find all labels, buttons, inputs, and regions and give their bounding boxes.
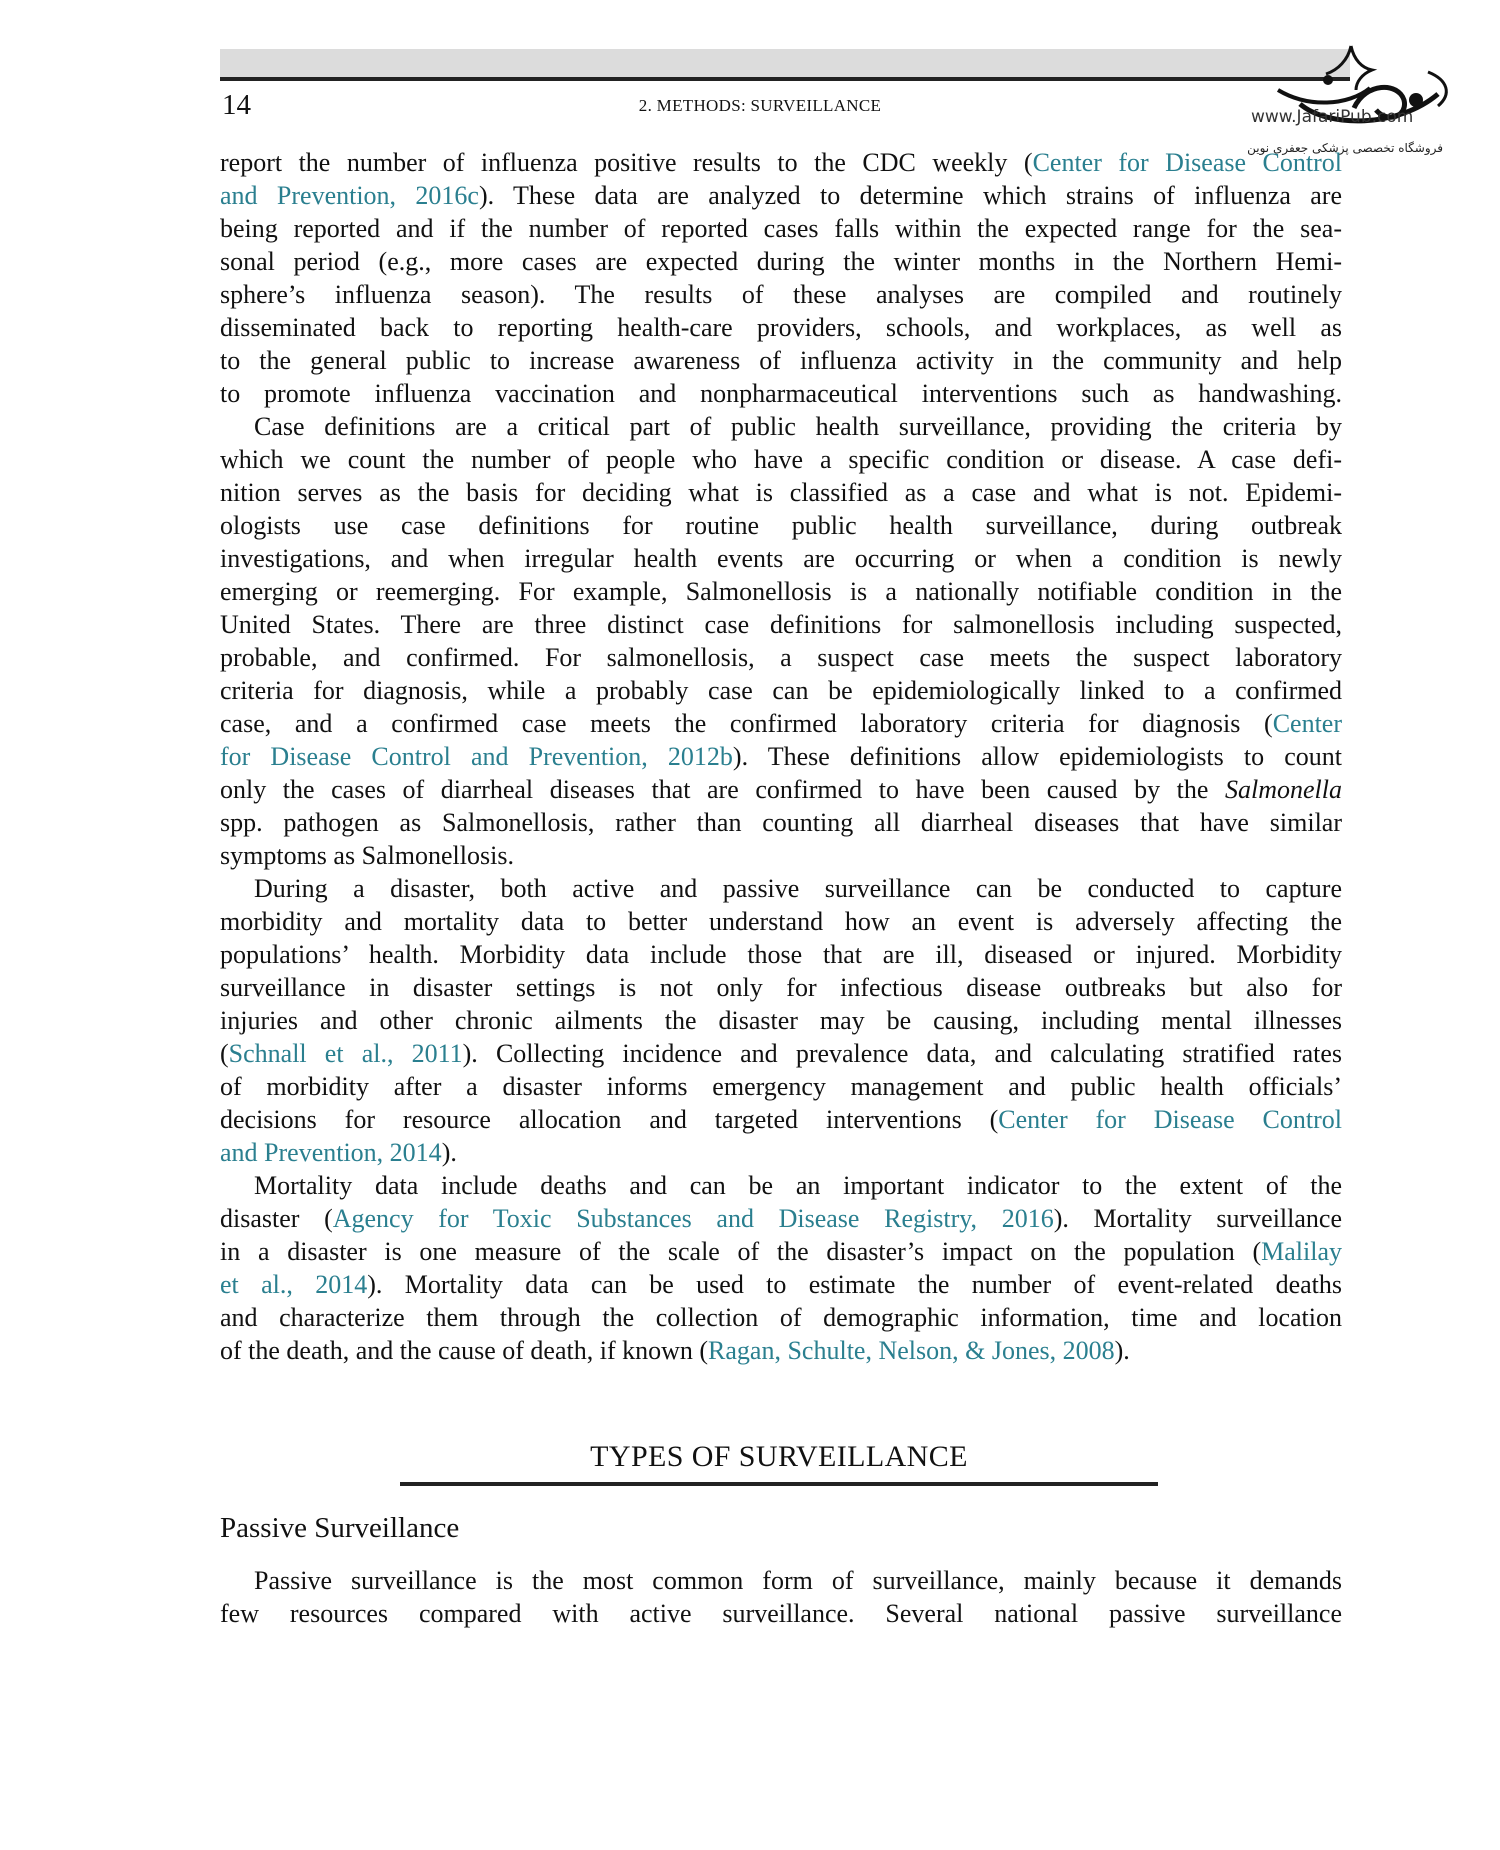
text-line: [220, 179, 1342, 212]
text-line: [220, 146, 1342, 179]
text-line: [220, 674, 1342, 707]
text-span: and characterize them through the collection of demographic information, time and location: [220, 1303, 1342, 1332]
text-line: [220, 1169, 1342, 1202]
text-line: [220, 872, 1342, 905]
text-line: [220, 839, 1342, 872]
text-line: [220, 1268, 1342, 1301]
text-line: [220, 443, 1342, 476]
text-line: [220, 938, 1342, 971]
text-line: [220, 212, 1342, 245]
citation-link[interactable]: Ragan, Schulte, Nelson, & Jones, 2008: [708, 1336, 1115, 1365]
text-span: sonal period (e.g., more cases are expected during the winter months in the Northern Hemi-: [220, 247, 1342, 276]
text-span: ).: [1114, 1336, 1130, 1365]
watermark-persian-text: فروشگاه تخصصی پزشکی جعفری نوین: [1247, 141, 1443, 155]
header-bar: [220, 49, 1350, 77]
text-line: [220, 1103, 1342, 1136]
running-head: 2. METHODS: SURVEILLANCE: [638, 96, 882, 115]
text-line: [220, 707, 1342, 740]
italic-text: Salmonella: [1225, 775, 1342, 804]
section-body-text: [220, 1564, 1342, 1630]
text-line: [220, 377, 1342, 410]
text-line: [220, 1037, 1342, 1070]
watermark-url: www.JafariPub.com: [1251, 107, 1414, 127]
text-span: symptoms as Salmonellosis.: [220, 841, 514, 870]
text-line: [220, 1136, 1342, 1169]
text-line: [220, 575, 1342, 608]
text-span: probable, and confirmed. For salmonellosis, a suspect case meets the suspect laboratory: [220, 643, 1342, 672]
text-span: ). Mortality data can be used to estimate the number of event-related deaths: [367, 1270, 1342, 1299]
text-line: [220, 278, 1342, 311]
citation-link[interactable]: Agency for Toxic Substances and Disease Registry, 2016: [332, 1204, 1054, 1233]
text-span: of the death, and the cause of death, if known (: [220, 1336, 709, 1365]
text-span: few resources compared with active surveillance. Several national passive surveillance: [220, 1599, 1342, 1628]
text-span: disseminated back to reporting health-care providers, schools, and workplaces, as well as: [220, 313, 1342, 342]
citation-link[interactable]: and Prevention, 2014: [220, 1138, 442, 1167]
citation-link[interactable]: Center for Disease Control: [1032, 148, 1342, 177]
citation-link[interactable]: et al., 2014: [220, 1270, 368, 1299]
text-line: [220, 1597, 1342, 1630]
text-line: [220, 1070, 1342, 1103]
text-span: During a disaster, both active and passive surveillance can be conducted to capture: [254, 874, 1342, 903]
text-line: [220, 1004, 1342, 1037]
text-line: [220, 1334, 1342, 1367]
text-span: to the general public to increase awareness of influenza activity in the community and help: [220, 346, 1342, 375]
text-span: of morbidity after a disaster informs emergency management and public health officials’: [220, 1072, 1342, 1101]
text-span: only the cases of diarrheal diseases that are confirmed to have been caused by the: [220, 775, 1225, 804]
text-span: ). Mortality surveillance: [1053, 1204, 1342, 1233]
text-span: populations’ health. Morbidity data include those that are ill, diseased or injured. Morbidity: [220, 940, 1342, 969]
text-line: [220, 476, 1342, 509]
text-span: (: [220, 1039, 229, 1068]
text-line: [220, 641, 1342, 674]
text-span: disaster (: [220, 1204, 333, 1233]
text-span: ologists use case definitions for routine public health surveillance, during outbreak: [220, 511, 1342, 540]
text-span: emerging or reemerging. For example, Salmonellosis is a nationally notifiable condition in the: [220, 577, 1342, 606]
text-span: ).: [441, 1138, 457, 1167]
header-rule: [220, 77, 1350, 81]
text-span: decisions for resource allocation and targeted interventions (: [220, 1105, 999, 1134]
text-span: investigations, and when irregular health events are occurring or when a condition is newly: [220, 544, 1342, 573]
text-line: [220, 806, 1342, 839]
text-span: report the number of influenza positive results to the CDC weekly (: [220, 148, 1033, 177]
text-span: Mortality data include deaths and can be an important indicator to the extent of the: [254, 1171, 1342, 1200]
page-number: 14: [222, 89, 251, 121]
citation-link[interactable]: for Disease Control and Prevention, 2012b: [220, 742, 733, 771]
text-span: in a disaster is one measure of the scale of the disaster’s impact on the population (: [220, 1237, 1262, 1266]
text-span: United States. There are three distinct case definitions for salmonellosis including suspected,: [220, 610, 1342, 639]
text-line: [220, 608, 1342, 641]
citation-link[interactable]: Malilay: [1261, 1237, 1342, 1266]
text-span: being reported and if the number of reported cases falls within the expected range for the sea-: [220, 214, 1342, 243]
citation-link[interactable]: and Prevention, 2016c: [220, 181, 479, 210]
text-span: nition serves as the basis for deciding what is classified as a case and what is not. Epidemi-: [220, 478, 1342, 507]
citation-link[interactable]: Center: [1272, 709, 1342, 738]
text-line: [220, 1564, 1342, 1597]
text-span: ). These data are analyzed to determine which strains of influenza are: [478, 181, 1342, 210]
text-span: sphere’s influenza season). The results of these analyses are compiled and routinely: [220, 280, 1342, 309]
text-line: [220, 1235, 1342, 1268]
text-line: [220, 245, 1342, 278]
text-span: Case definitions are a critical part of public health surveillance, providing the criteria by: [254, 412, 1342, 441]
text-span: morbidity and mortality data to better understand how an event is adversely affecting the: [220, 907, 1342, 936]
text-line: [220, 1202, 1342, 1235]
text-span: ). Collecting incidence and prevalence data, and calculating stratified rates: [462, 1039, 1342, 1068]
subsection-heading: Passive Surveillance: [220, 1512, 460, 1544]
text-line: [220, 542, 1342, 575]
section-rule: [400, 1482, 1158, 1486]
text-line: [220, 410, 1342, 443]
text-span: case, and a confirmed case meets the confirmed laboratory criteria for diagnosis (: [220, 709, 1273, 738]
text-span: to promote influenza vaccination and nonpharmaceutical interventions such as handwashing.: [220, 379, 1342, 408]
text-line: [220, 740, 1342, 773]
section-heading: TYPES OF SURVEILLANCE: [590, 1440, 968, 1473]
text-span: injuries and other chronic ailments the disaster may be causing, including mental illnesses: [220, 1006, 1342, 1035]
body-text: [220, 146, 1342, 1367]
text-span: Passive surveillance is the most common form of surveillance, mainly because it demands: [254, 1566, 1342, 1595]
text-span: spp. pathogen as Salmonellosis, rather than counting all diarrheal diseases that have similar: [220, 808, 1342, 837]
text-span: surveillance in disaster settings is not only for infectious disease outbreaks but also for: [220, 973, 1342, 1002]
text-line: [220, 344, 1342, 377]
text-span: criteria for diagnosis, while a probably case can be epidemiologically linked to a confirmed: [220, 676, 1342, 705]
text-span: ). These definitions allow epidemiologists to count: [732, 742, 1343, 771]
text-line: [220, 509, 1342, 542]
text-span: which we count the number of people who have a specific condition or disease. A case defi-: [220, 445, 1342, 474]
citation-link[interactable]: Center for Disease Control: [998, 1105, 1342, 1134]
citation-link[interactable]: Schnall et al., 2011: [228, 1039, 463, 1068]
text-line: [220, 1301, 1342, 1334]
text-line: [220, 905, 1342, 938]
text-line: [220, 971, 1342, 1004]
text-line: [220, 773, 1342, 806]
text-line: [220, 311, 1342, 344]
